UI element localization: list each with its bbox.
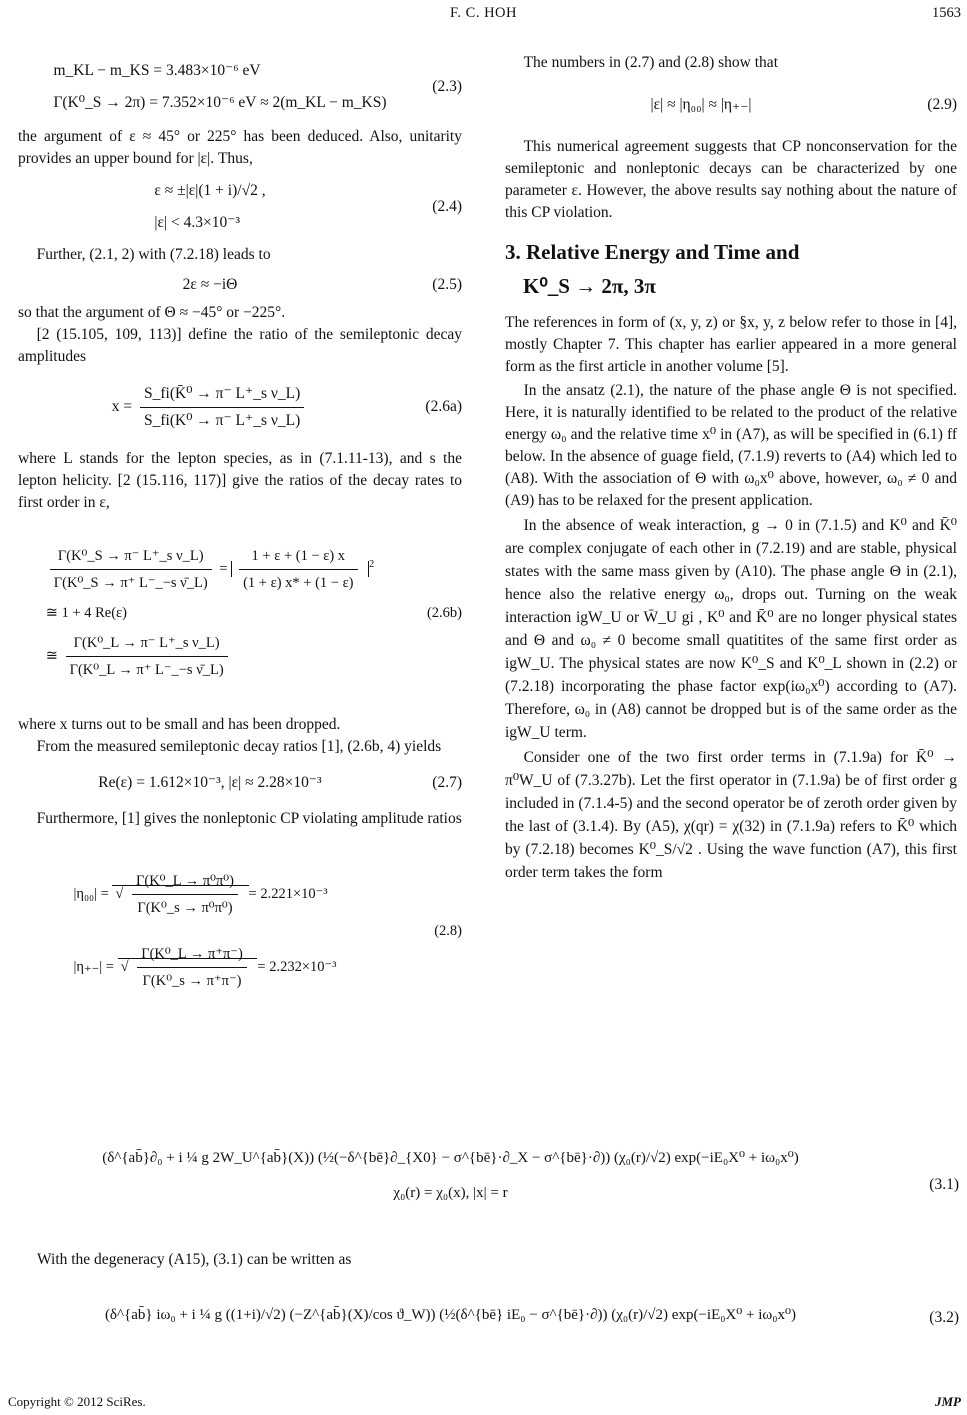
equation-2-4 xyxy=(18,174,462,240)
equation-2-8 xyxy=(18,836,462,1026)
fraction xyxy=(239,545,357,594)
equation-line: 2ε ≈ −iΘ xyxy=(182,276,238,293)
equation-2-5 xyxy=(18,268,462,302)
equation-2-7 xyxy=(18,758,462,808)
equation-number: (2.8) xyxy=(434,923,462,939)
paragraph: The numbers in (2.7) and (2.8) show that xyxy=(523,54,778,71)
equation-line: (δ^{ab̄} iω₀ + i ¼ g ((1+i)/√2) (−Z^{ab̄}(X)/cos ϑ_W)) (½(δ^{bē} iE₀ − σ^{bē}·∂)) (χ₀(r)/√2) exp(−iE₀X⁰ + iω₀x⁰) xyxy=(104,1307,797,1323)
equation-2-6b xyxy=(18,518,462,708)
equation-3-2 xyxy=(18,1305,963,1355)
equation-line: Re(ε) = 1.612×10⁻³, |ε| ≈ 2.28×10⁻³ xyxy=(98,774,322,791)
equation-number: (2.4) xyxy=(432,198,462,215)
equation-2-3 xyxy=(18,52,462,122)
equation-number: (2.6b) xyxy=(426,605,462,621)
numerator: Γ(K⁰_S → π⁻ L⁺_s ν_L) xyxy=(50,545,212,570)
section-heading xyxy=(505,238,957,300)
equation-number: (3.1) xyxy=(929,1176,959,1193)
equation-line: ε ≈ ±|ε|(1 + i)/√2 , xyxy=(154,182,266,199)
fraction xyxy=(66,632,228,681)
paragraph: The references in form of (x, y, z) or §x, y, z below refer to those in [4], mostly Chapter 7. This chapter has earlier appeared in a more general form as the first article in another volume [5]. xyxy=(505,314,957,375)
section-title-line: 3. Relative Energy and Time and xyxy=(505,240,800,264)
equation-number: (2.5) xyxy=(432,276,462,293)
paragraph: Consider one of the two first order terms in (7.1.9a) for K̄⁰ → π⁰W_U of (7.3.27b). Let the first operator in (7.1.9a) be of first order g included in (7.1.4-5) and the second operator be of zeroth order given by the last of (3.1.4). By (A5), χ(qr) = χ(32) in (7.1.9a) refers to K̄⁰ which by (7.2.18) becomes K⁰_S/√2 . Using the wave function (A7), this first order term takes the form xyxy=(505,749,957,881)
equation-line: ≅ 1 + 4 Re(ε) xyxy=(45,605,127,621)
numerator: √ Γ(K⁰_L → π⁺π⁻) xyxy=(137,943,247,968)
numerator: √ Γ(K⁰_L → π⁰π⁰) xyxy=(132,870,238,895)
equation-value: = 2.232×10⁻³ xyxy=(257,958,337,975)
equation-line: Γ(K⁰_S → 2π) = 7.352×10⁻⁶ eV ≈ 2(m_KL − m_KS) xyxy=(53,94,387,111)
fraction xyxy=(140,383,304,432)
fraction xyxy=(137,943,247,992)
denominator: Γ(K⁰_s → π⁺π⁻) xyxy=(142,973,242,989)
denominator: Γ(K⁰_L → π⁺ L⁻_−s ν̄_L) xyxy=(69,662,224,678)
equation-line: (δ^{ab̄}∂₀ + i ¼ g 2W_U^{ab̄}(X)) (½(−δ^{bē}∂_{X0} − σ^{bē}·∂_X − σ^{bē}·∂)) (χ₀(r)/√2) exp(−iE₀X⁰ + iω₀x⁰) xyxy=(102,1150,799,1166)
paragraph: Further, (2.1, 2) with (7.2.18) leads to xyxy=(36,246,271,263)
fraction xyxy=(50,545,212,594)
running-author: F. C. HOH xyxy=(450,5,517,21)
equals-sign: = xyxy=(219,560,228,577)
equation-value: = 2.221×10⁻³ xyxy=(248,885,328,902)
paragraph: With the degeneracy (A15), (3.1) can be written as xyxy=(37,1251,352,1268)
right-column xyxy=(505,52,957,884)
denominator: Γ(K⁰_S → π⁺ L⁻_−s ν̄_L) xyxy=(53,575,208,591)
paragraph: Furthermore, [1] gives the nonleptonic CP violating amplitude ratios xyxy=(36,810,462,827)
equation-line: |ε| ≈ |η₀₀| ≈ |η₊₋| xyxy=(650,96,752,113)
numerator: S_fi(K̄⁰ → π⁻ L⁺_s ν_L) xyxy=(140,383,304,408)
left-column xyxy=(18,52,462,1026)
equation-line: m_KL − m_KS = 3.483×10⁻⁶ eV xyxy=(53,62,261,79)
paragraph: This numerical agreement suggests that CP nonconservation for the semileptonic and nonleptonic decays can be characterized by one parameter ε. However, the above results say nothing about the nature of this CP violation. xyxy=(505,138,957,221)
equation-number: (3.2) xyxy=(929,1309,959,1326)
equation-2-9 xyxy=(505,74,957,136)
equation-number: (2.7) xyxy=(432,774,462,791)
equation-2-6a xyxy=(18,372,462,442)
approx-sign: ≅ xyxy=(45,647,58,664)
exponent: 2 xyxy=(369,559,375,570)
equation-line: χ₀(r) = χ₀(x), |x| = r xyxy=(393,1185,508,1201)
numerator: 1 + ε + (1 − ε) x xyxy=(239,545,357,570)
paragraph: [2 (15.105, 109, 113)] define the ratio of the semileptonic decay amplitudes xyxy=(18,326,462,365)
denominator: S_fi(K⁰ → π⁻ L⁺_s ν_L) xyxy=(144,411,301,429)
equation-number: (2.6a) xyxy=(425,398,462,415)
paragraph: so that the argument of Θ ≈ −45° or −225°. xyxy=(18,304,286,321)
journal-name: JMP xyxy=(935,1394,961,1409)
equation-number: (2.3) xyxy=(432,78,462,95)
equation-lhs: |η₊₋| = xyxy=(73,958,114,975)
paragraph: In the ansatz (2.1), the nature of the phase angle Θ is not specified. Here, it is naturally identified to be related to the product of the relative energy ω₀ and the relative time x⁰ in (A7), as will be specified in (6.1) ff below. In the absence of guage field, (7.1.9) reverts to (A4) which led to (A8). With the association of Θ with ω₀x⁰ above, however, ω₀ ≠ 0 and (A9) has to be relaxed for the present application. xyxy=(505,382,957,509)
copyright: Copyright © 2012 SciRes. xyxy=(8,1394,146,1409)
paragraph: From the measured semileptonic decay ratios [1], (2.6b, 4) yields xyxy=(36,738,442,755)
equation-lhs: |η₀₀| = xyxy=(73,885,109,902)
denominator: Γ(K⁰_s → π⁰π⁰) xyxy=(137,900,233,916)
equation-3-1 xyxy=(18,1148,963,1226)
paragraph: In the absence of weak interaction, g → 0 in (7.1.5) and K⁰ and K̄⁰ are complex conjugate of each other in (7.2.19) and are stable, physical states with the same mass given by (A10). The phase angle Θ in (2.1), hence also the relative energy ω₀, drops out. Turning on the weak interaction igW_U or W̄_U gi , K⁰ and K̄⁰ are no longer physical states and Θ and ω₀ ≠ 0 become small quatitites of the same first order as igW_U. The physical states are now K⁰_S and K⁰_L shown in (2.2) or (7.2.18) incorporating the phase factor exp(iω₀x⁰) according to (A7). Therefore, ω₀ in (A8) cannot be dropped but is of the same order as the igW_U term. xyxy=(505,517,957,741)
fraction xyxy=(132,870,238,919)
equation-line: |ε| < 4.3×10⁻³ xyxy=(154,214,241,231)
section-title-line: K⁰_S → 2π, 3π xyxy=(523,274,656,298)
denominator: (1 + ε) x* + (1 − ε) xyxy=(243,575,354,591)
page-header xyxy=(0,5,967,27)
paragraph: where L stands for the lepton species, as in (7.1.11-13), and s the lepton helicity. [2 (15.116, 117)] give the ratios of the decay rates to first order in ε, xyxy=(18,450,462,511)
paragraph: the argument of ε ≈ 45° or 225° has been deduced. Also, unitarity provides an upper bound for |ε|. Thus, xyxy=(18,128,462,167)
page-number: 1563 xyxy=(932,5,961,21)
numerator: Γ(K⁰_L → π⁻ L⁺_s ν_L) xyxy=(66,632,228,657)
equation-lhs: x = xyxy=(111,397,133,415)
paragraph: where x turns out to be small and has been dropped. xyxy=(18,716,341,733)
equation-number: (2.9) xyxy=(927,96,957,113)
